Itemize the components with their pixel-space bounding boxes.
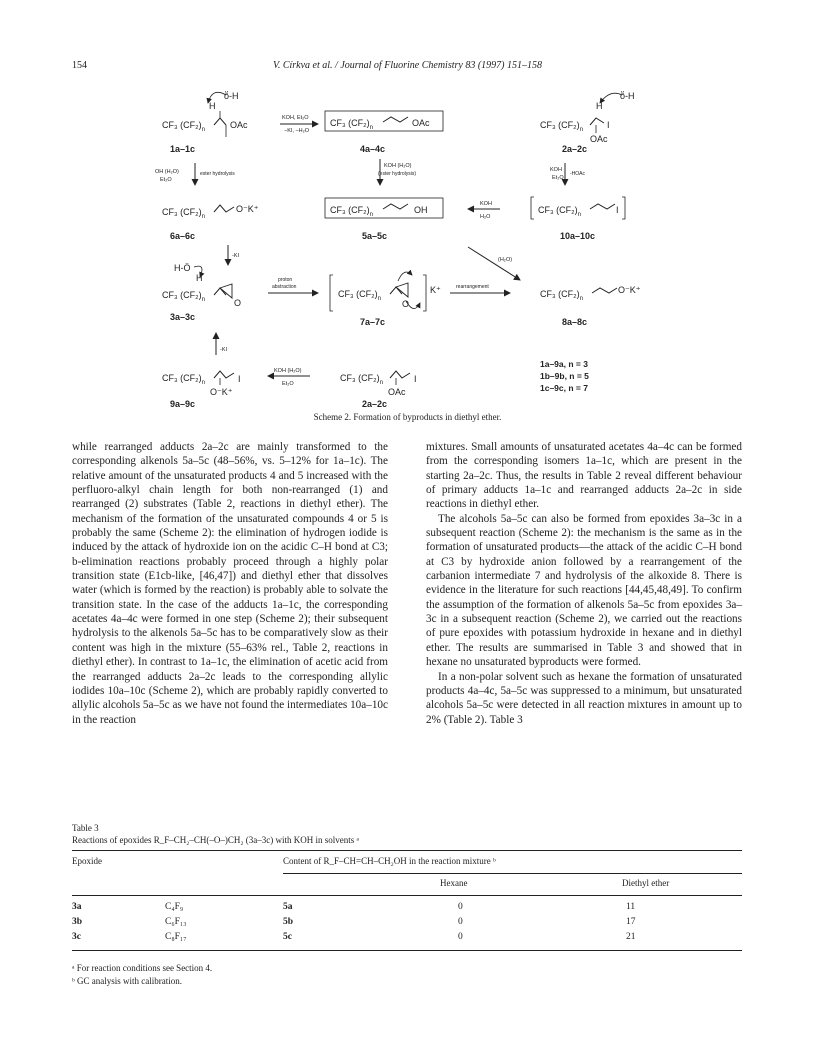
svg-text:I: I bbox=[414, 374, 417, 384]
svg-text:O: O bbox=[234, 298, 242, 308]
row-id: 3c bbox=[72, 932, 81, 942]
col-epoxide: Epoxide bbox=[72, 856, 102, 866]
svg-text:CF₃ (CF₂)n: CF₃ $(CF_2)_n$ bbox=[540, 289, 583, 302]
row-id: 3b bbox=[72, 917, 83, 927]
svg-text:KOH (H₂O): KOH (H₂O) bbox=[274, 368, 302, 374]
compound-2 bbox=[540, 91, 635, 154]
right-column bbox=[426, 440, 742, 727]
scheme-caption: Scheme 2. Formation of byproducts in diethyl ether. bbox=[313, 412, 502, 422]
svg-text:O⁻K⁺: O⁻K⁺ bbox=[236, 204, 259, 214]
row-id: 3a bbox=[72, 902, 82, 912]
compound-6 bbox=[162, 204, 259, 241]
svg-text:OAc: OAc bbox=[412, 118, 430, 128]
scheme-legend bbox=[540, 359, 589, 393]
svg-text:proton: proton bbox=[278, 277, 293, 283]
svg-text:(H₂O): (H₂O) bbox=[498, 257, 513, 263]
reaction-scheme bbox=[150, 85, 690, 415]
svg-text:OAc: OAc bbox=[230, 120, 248, 130]
compound-3 bbox=[162, 263, 241, 322]
compound-10 bbox=[531, 197, 625, 241]
row-rf: C₆F₁₃ bbox=[165, 917, 187, 927]
row-ether: 21 bbox=[626, 932, 636, 942]
svg-text:7a–7c: 7a–7c bbox=[360, 317, 386, 327]
svg-text:3a–3c: 3a–3c bbox=[170, 312, 196, 322]
svg-text:CF₃ (CF₂)n: CF₃ $(CF_2)_n$ bbox=[330, 205, 373, 218]
svg-text:O⁻K⁺: O⁻K⁺ bbox=[210, 387, 233, 397]
compound-5 bbox=[325, 198, 443, 241]
svg-text:5a–5c: 5a–5c bbox=[362, 231, 388, 241]
paragraph: In a non-polar solvent such as hexane the formation of unsaturated products 4a–4c, 5a–5c was suppressed to a minimum, but unsaturated alcohols 5a–5c were detected in all reaction mixtures in amount up to 2% (Table 2). Table 3 bbox=[426, 670, 742, 726]
row-ether: 17 bbox=[626, 917, 636, 927]
svg-text:-HOAc: -HOAc bbox=[570, 171, 585, 177]
svg-text:O: O bbox=[402, 299, 410, 309]
svg-text:−KI, −H₂O: −KI, −H₂O bbox=[284, 128, 310, 134]
compound-4 bbox=[325, 111, 443, 154]
svg-text:KOH: KOH bbox=[550, 167, 562, 173]
journal-citation: V. Církva et al. / Journal of Fluorine Chemistry 83 (1997) 151–158 bbox=[273, 60, 542, 71]
paragraph: mixtures. Small amounts of unsaturated acetates 4a–4c can be formed from the corresponding isomers 1a–1c, which are present in the starting 2a–2c. Thus, the results in Table 2 reveal different behaviour of primary adducts 1a–1c and rearranged adducts 2a–2c in side reactions in diethyl ether. bbox=[426, 441, 742, 511]
table-rule-bottom bbox=[72, 950, 742, 951]
table-title: Reactions of epoxides R_F–CH₂–CH(–O–)CH₂ (3a–3c) with KOH in solvents ᵃ bbox=[72, 835, 359, 845]
svg-text:-KI: -KI bbox=[220, 347, 228, 353]
row-product: 5c bbox=[283, 932, 292, 942]
svg-text:CF₃ (CF₂)n: CF₃ $(CF_2)_n$ bbox=[540, 120, 583, 133]
svg-text:H: H bbox=[596, 101, 603, 111]
paragraph: while rearranged adducts 2a–2c are mainly transformed to the corresponding alkenols 5a–5c (48–56%, vs. 5–12% for 1a–1c). The relative amount of the unsaturated products 4 and 5 increased with the perfluoro-alkyl chain length for both non-rearranged (1) and rearranged (2) substrates (Table 2, reactions in diethyl ether). The mechanism of the formation of the unsaturated compounds 4 or 5 is probably the same (Scheme 2): the elimination of hydrogen iodide is induced by the attack of hydroxide ion on the acidic C–H bond at C3; b-elimination reactions probably proceed through a highly polar transition state (E1cb-like, [46,47]) and diethyl ether that dissolves water (which is formed by the reaction) is probably able to solvate the transition state. In the case of the adducts 1a–1c, the corresponding acetates 4a–4c were formed in one step (Scheme 2); their subsequent hydrolysis to the alkenols 5a–5c has to be comparatively slow as their content was high in the mixture (55–63% rel., Table 2, reactions in diethyl ether). In contrast to 1a–1c, the elimination of acetic acid from the rearranged adducts 2a–2c leads to the corresponding allylic iodides 10a–10c (Scheme 2), which are probably rapidly converted to allylic alcohols 5a–5c as we have not found the intermediates 10a–10c in the reaction bbox=[72, 441, 388, 726]
svg-text:KOH (H₂O): KOH (H₂O) bbox=[384, 163, 412, 169]
col-hexane: Hexane bbox=[440, 878, 468, 888]
svg-text:Et₂O: Et₂O bbox=[552, 175, 564, 181]
running-header bbox=[72, 60, 743, 76]
compound-9 bbox=[162, 371, 241, 409]
svg-text:rearrangement: rearrangement bbox=[456, 284, 489, 290]
row-product: 5a bbox=[283, 902, 293, 912]
svg-text:abstraction: abstraction bbox=[272, 284, 297, 290]
row-ether: 11 bbox=[626, 902, 636, 912]
col-content: Content of R_F–CH=CH–CH₂OH in the reaction mixture ᵇ bbox=[283, 856, 496, 866]
svg-text:2a–2c: 2a–2c bbox=[562, 144, 588, 154]
compound-2-bottom bbox=[340, 371, 417, 409]
svg-text:-KI: -KI bbox=[232, 253, 240, 259]
svg-text:KOH, Et₂O: KOH, Et₂O bbox=[282, 115, 309, 121]
svg-text:9a–9c: 9a–9c bbox=[170, 399, 196, 409]
svg-text:CF₃ (CF₂)n: CF₃ $(CF_2)_n$ bbox=[162, 373, 205, 386]
row-rf: C₈F₁₇ bbox=[165, 932, 187, 942]
svg-text:4a–4c: 4a–4c bbox=[360, 144, 386, 154]
svg-text:OH: OH bbox=[414, 205, 428, 215]
svg-text:CF₃ (CF₂)n: CF₃ $(CF_2)_n$ bbox=[340, 373, 383, 386]
row-hexane: 0 bbox=[458, 902, 463, 912]
svg-text:1a–9a, n = 3: 1a–9a, n = 3 bbox=[540, 359, 588, 369]
compound-1 bbox=[162, 91, 248, 154]
table-label: Table 3 bbox=[72, 823, 99, 833]
svg-text:H₂O: H₂O bbox=[480, 214, 491, 220]
left-column bbox=[72, 440, 388, 727]
table-footnote-b: ᵇ GC analysis with calibration. bbox=[72, 976, 183, 986]
svg-text:K⁺: K⁺ bbox=[430, 285, 441, 295]
svg-text:H-Ö: H-Ö bbox=[174, 263, 191, 273]
table-footnote-a: ᵃ For reaction conditions see Section 4. bbox=[72, 963, 213, 973]
compound-8 bbox=[540, 285, 641, 327]
paragraph: The alcohols 5a–5c can also be formed from epoxides 3a–3c in a subsequent reaction (Scheme 2): the mechanism is the same as in the formation of unsaturated products—the attack of the acidic C–H bond at C3 by hydroxide anion followed by a rearrangement of the carbanion intermediate 7 and hydrolysis of the alkoxide 8. There is evidence in the literature for such reactions [44,45,48,49]. To confirm the assumption of the formation of alkenols 5a–5c from epoxides 3a–3c in a subsequent reaction (Scheme 2), we carried out the reactions of pure epoxides with potassium hydroxide in hexane and in diethyl ether. The results are summarised in Table 3 and showed that in hexane no unsaturated byproducts were formed. bbox=[426, 512, 742, 669]
svg-text:OAc: OAc bbox=[590, 134, 608, 144]
table-caption bbox=[72, 822, 359, 846]
svg-text:Et₂O: Et₂O bbox=[160, 177, 172, 183]
svg-text:OAc: OAc bbox=[388, 387, 406, 397]
svg-text:ester hydrolysis: ester hydrolysis bbox=[200, 171, 235, 177]
svg-text:ṏ-H: ṏ-H bbox=[620, 91, 635, 101]
compound-7 bbox=[330, 272, 441, 327]
row-hexane: 0 bbox=[458, 917, 463, 927]
table-rule-sub bbox=[283, 873, 742, 874]
svg-text:I: I bbox=[607, 120, 610, 130]
svg-text:1c–9c, n = 7: 1c–9c, n = 7 bbox=[540, 383, 588, 393]
svg-text:KOH: KOH bbox=[480, 201, 492, 207]
svg-text:I: I bbox=[616, 205, 619, 215]
svg-text:ṏ-H: ṏ-H bbox=[224, 91, 239, 101]
svg-text:CF₃ (CF₂)n: CF₃ $(CF_2)_n$ bbox=[338, 289, 381, 302]
svg-text:O⁻K⁺: O⁻K⁺ bbox=[618, 285, 641, 295]
svg-text:6a–6c: 6a–6c bbox=[170, 231, 196, 241]
svg-text:H: H bbox=[209, 101, 216, 111]
svg-text:H: H bbox=[196, 273, 203, 283]
svg-text:(ester hydrolysis): (ester hydrolysis) bbox=[378, 171, 417, 177]
page-number: 154 bbox=[72, 60, 87, 71]
svg-text:CF₃ (CF₂)n: CF₃ $(CF_2)_n$ bbox=[538, 205, 581, 218]
col-ether: Diethyl ether bbox=[622, 878, 670, 888]
svg-text:OH (H₂O): OH (H₂O) bbox=[155, 169, 179, 175]
svg-text:CF₃ (CF₂)n: CF₃ $(CF_2)_n$ bbox=[162, 120, 205, 133]
svg-text:1a–1c: 1a–1c bbox=[170, 144, 196, 154]
svg-text:I: I bbox=[238, 374, 241, 384]
svg-text:CF₃ (CF₂)n: CF₃ $(CF_2)_n$ bbox=[162, 290, 205, 303]
svg-text:CF₃ (CF₂)n: CF₃ $(CF_2)_n$ bbox=[162, 207, 205, 220]
svg-text:8a–8c: 8a–8c bbox=[562, 317, 588, 327]
svg-text:CF₃ (CF₂)n: CF₃ $(CF_2)_n$ bbox=[330, 118, 373, 131]
svg-text:1b–9b, n = 5: 1b–9b, n = 5 bbox=[540, 371, 589, 381]
svg-text:Et₂O: Et₂O bbox=[282, 381, 294, 387]
table-rule-mid bbox=[72, 895, 742, 896]
svg-text:2a–2c: 2a–2c bbox=[362, 399, 388, 409]
table-rule-top bbox=[72, 850, 742, 851]
row-rf: C₄F₉ bbox=[165, 902, 184, 912]
row-product: 5b bbox=[283, 917, 294, 927]
row-hexane: 0 bbox=[458, 932, 463, 942]
svg-text:10a–10c: 10a–10c bbox=[560, 231, 596, 241]
